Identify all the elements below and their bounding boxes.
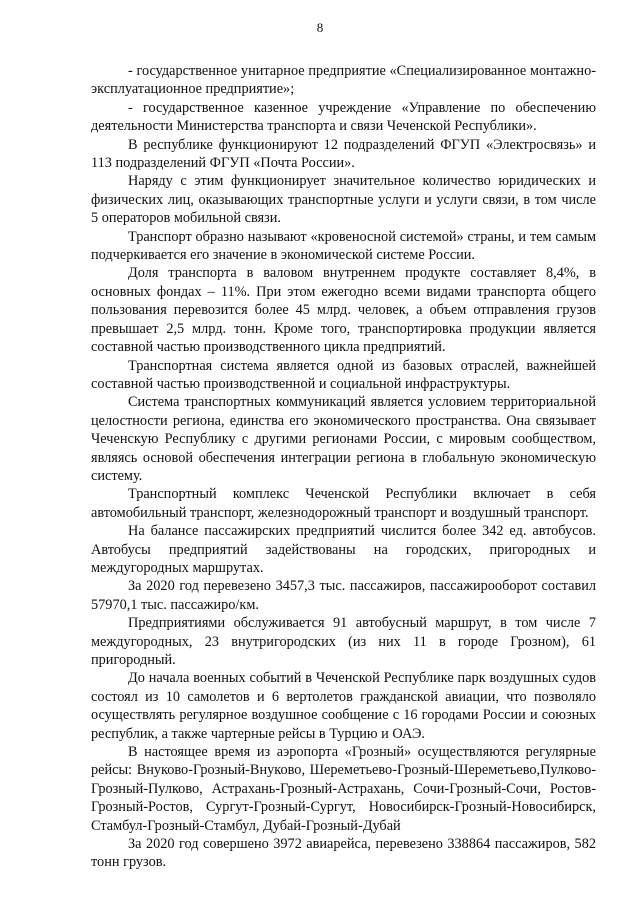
paragraph-communication-units: В республике функционируют 12 подразделений ФГУП «Электросвязь» и 113 подразделений ФГУП «Почта России». (91, 136, 596, 172)
paragraph-bus-routes: Предприятиями обслуживается 91 автобусный маршрут, в том числе 7 междугородных, 23 внутригородских (из них 11 в городе Грозном), 61 пригородный. (91, 615, 596, 668)
paragraph-transport-system: Транспортная система является одной из базовых отраслей, важнейшей составной частью производственной и социальной инфраструктуры. (91, 357, 596, 392)
paragraph-service-providers: Наряду с этим функционирует значительное количество юридических и физических лиц, оказывающих транспортные услуги и услуги связи, в том числе 5 операторов мобильной связи. (91, 173, 596, 227)
page-number: 8 (316, 20, 324, 35)
document-body (91, 62, 596, 872)
paragraph-transport-share: Доля транспорта в валовом внутреннем продукте составляет 8,4%, в основных фондах – 11%. При этом ежегодно всеми видами транспорта общего пользования перевозится более 45 млрд. человек, а объем отправления грузов превышает 2,5 млрд. тонн. Кроме того, транспортировка продукции является составной частью производственного цикла предприятий. (91, 265, 596, 356)
paragraph-passenger-traffic: За 2020 год перевезено 3457,3 тыс. пассажиров, пассажирооборот составил 57970,1 тыс. пассажиро/км. (91, 578, 596, 613)
paragraph-enterprise-list-item: - государственное казенное учреждение «Управление по обеспечению деятельности Министерства транспорта и связи Чеченской Республики». (91, 99, 596, 135)
paragraph-aviation-history: До начала военных событий в Чеченской Республике парк воздушных судов состоял из 10 самолетов и 6 вертолетов гражданской авиации, что позволяло осуществлять регулярное воздушное сообщение с 16 городами России и союзных республик, а также чартерные рейсы в Турцию и ОАЭ. (91, 670, 596, 742)
paragraph-transport-role: Транспорт образно называют «кровеносной системой» страны, и тем самым подчеркивается его значение в экономической системе России. (91, 228, 596, 264)
paragraph-transport-complex: Транспортный комплекс Чеченской Республики включает в себя автомобильный транспорт, железнодорожный транспорт и воздушный транспорт. (91, 486, 596, 521)
paragraph-enterprise-list-item: - государственное унитарное предприятие «Специализированное монтажно-эксплуатационное предприятие»; (91, 63, 596, 98)
paragraph-transport-communications: Система транспортных коммуникаций является условием территориальной целостности региона, единства его экономического пространства. Она связывает Чеченскую Республику с другими регионами России, с мировым сообществом, являясь основой обеспечения интеграции региона в глобальную экономическую систему. (91, 394, 596, 484)
paragraph-airport-flights: В настоящее время из аэропорта «Грозный» осуществляются регулярные рейсы: Внуково-Грозный-Внуково, Шереметьево-Грозный-Шереметьево,Пулково-Грозный-Пулково, Астрахань-Грозный-Астрахань, Сочи-Грозный-Сочи, Ростов-Грозный-Ростов, Сургут-Грозный-Сургут, Новосибирск-Грозный-Новосибирск, Стамбул-Грозный-Стамбул, Дубай-Грозный-Дубай (91, 744, 596, 834)
paragraph-aviation-stats: За 2020 год совершено 3972 авиарейса, перевезено 338864 пассажиров, 582 тонн грузов. (91, 836, 596, 871)
paragraph-bus-fleet: На балансе пассажирских предприятий числится более 342 ед. автобусов. Автобусы предприятий задействованы на городских, пригородных и междугородных маршрутах. (91, 523, 596, 576)
